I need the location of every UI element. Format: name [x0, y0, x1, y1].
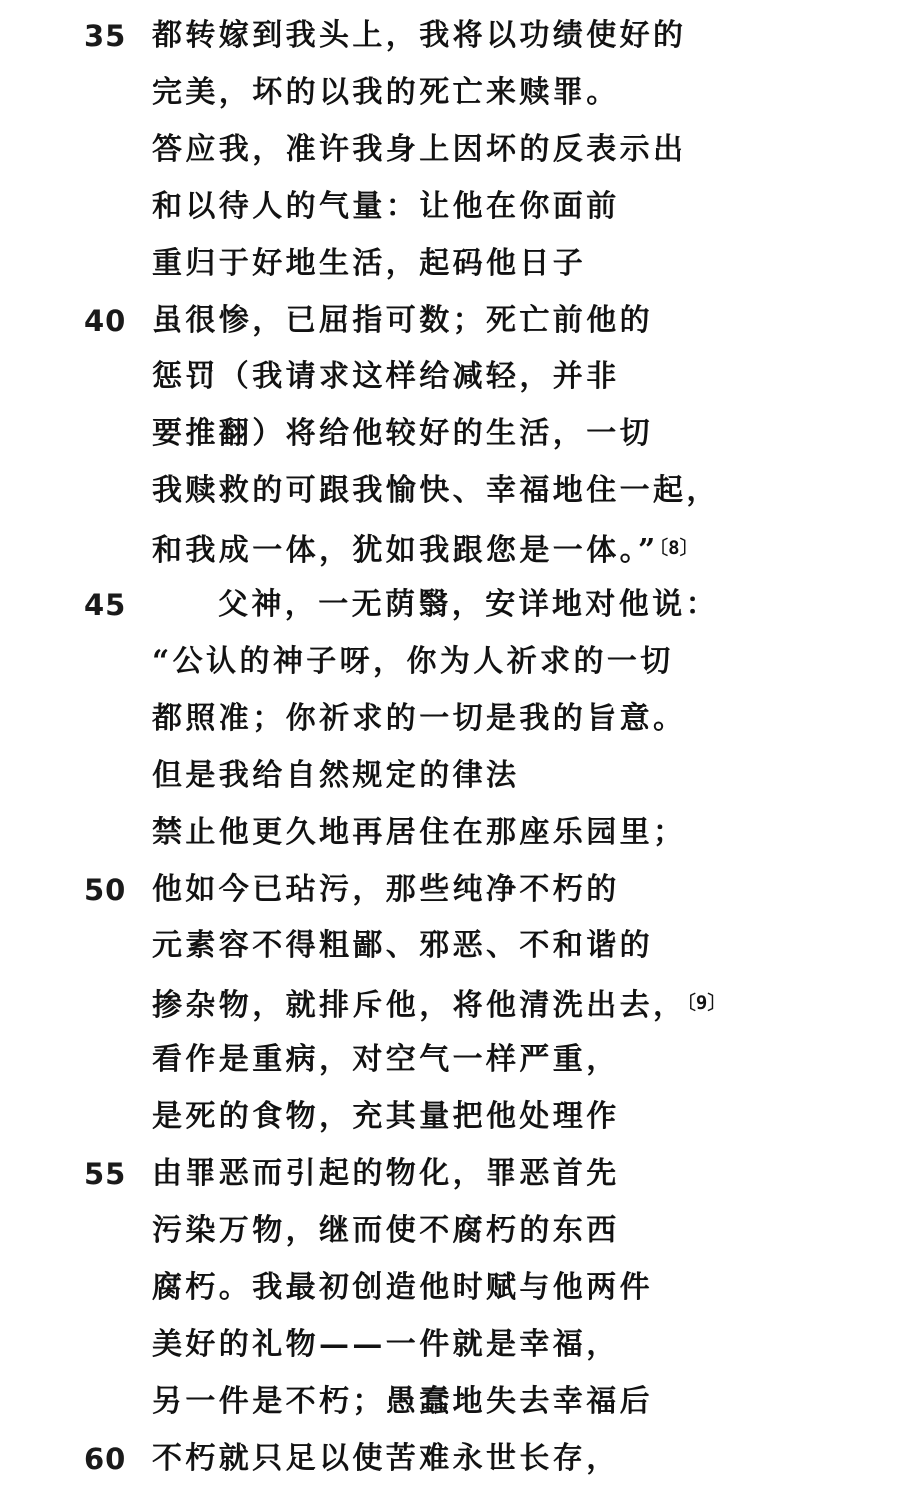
poem-line [0, 1032, 900, 1089]
line-text [152, 643, 674, 681]
line-body: 禁止他更久地再居住在那座乐园里； [152, 814, 687, 850]
line-body: 不朽就只足以使苦难永世长存， [152, 1440, 620, 1476]
line-text [152, 1383, 653, 1421]
line-body: 但是我给自然规定的律法 [152, 757, 520, 793]
poem-line [0, 179, 900, 236]
footnote-marker: 〔9〕 [686, 992, 727, 1015]
line-body: 重归于好地生活，起码他日子 [152, 245, 587, 281]
line-number: 40 [84, 303, 127, 338]
line-body: 答应我，准许我身上因坏的反表示出 [152, 131, 687, 167]
line-text [152, 1041, 620, 1079]
line-body: 要推翻）将给他较好的生活，一切 [152, 416, 653, 452]
poem-line [0, 236, 900, 293]
line-body: 是死的食物，充其量把他处理作 [152, 1099, 620, 1135]
line-text [152, 757, 519, 795]
line-text [152, 358, 620, 396]
line-text [152, 814, 686, 852]
line-body: 虽很惨，已屈指可数；死亡前他的 [152, 302, 653, 338]
poem-line [0, 520, 900, 577]
line-body: 完美，坏的以我的死亡来赎罪。 [152, 74, 620, 110]
line-text [152, 1440, 620, 1478]
line-text [152, 1155, 620, 1193]
line-text [152, 1269, 653, 1307]
line-text [152, 1212, 620, 1250]
line-body: 美好的礼物——一件就是幸福， [152, 1326, 620, 1362]
line-body: 和以待人的气量：让他在你面前 [152, 188, 620, 224]
poem-line [0, 1089, 900, 1146]
poem-line [0, 122, 900, 179]
line-body: 污染万物，继而使不腐朽的东西 [152, 1212, 620, 1248]
poem-line [0, 463, 900, 520]
line-text [152, 529, 699, 570]
poem-line [0, 862, 900, 919]
line-body: 我赎救的可跟我愉快、幸福地住一起， [152, 473, 720, 509]
line-body: 看作是重病，对空气一样严重， [152, 1042, 620, 1078]
poem-line [0, 293, 900, 350]
line-body: 和我成一体，犹如我跟您是一体。” [152, 533, 659, 569]
line-text [152, 927, 653, 965]
poem-line [0, 1374, 900, 1431]
line-text [218, 586, 719, 624]
footnote-marker: 〔8〕 [658, 537, 699, 560]
line-body: 另一件是不朽；愚蠢地失去幸福后 [152, 1383, 653, 1419]
poem-line [0, 691, 900, 748]
line-body: 元素容不得粗鄙、邪恶、不和谐的 [152, 928, 653, 964]
line-number: 45 [84, 588, 127, 622]
poem-line [0, 1317, 900, 1374]
line-text [152, 74, 620, 112]
line-number: 35 [84, 19, 127, 53]
line-body: 父神，一无荫翳，安详地对他说： [218, 587, 719, 622]
line-body: 掺杂物，就排斥他，将他清洗出去， [152, 988, 687, 1024]
line-text [152, 415, 653, 453]
poem-line [0, 918, 900, 975]
line-text [152, 984, 726, 1025]
line-text [152, 245, 586, 283]
line-text [152, 1098, 620, 1136]
line-body: 都照准；你祈求的一切是我的旨意。 [152, 700, 687, 736]
line-body: 他如今已玷污，那些纯净不朽的 [152, 871, 620, 907]
poem-line [0, 406, 900, 463]
poem-line [0, 65, 900, 122]
poem-line [0, 1431, 900, 1488]
line-number: 60 [84, 1441, 127, 1476]
poem-line [0, 975, 900, 1032]
line-text [152, 1326, 620, 1364]
poem-line [0, 1146, 900, 1203]
line-text [152, 871, 620, 909]
line-text [152, 302, 653, 340]
line-body: 惩罚（我请求这样给减轻，并非 [152, 359, 620, 395]
line-text [152, 17, 686, 55]
line-number: 55 [84, 1157, 127, 1191]
line-number: 50 [84, 872, 127, 907]
line-body: “公认的神子呀，你为人祈求的一切 [152, 643, 674, 679]
line-body: 都转嫁到我头上，我将以功绩使好的 [152, 18, 687, 53]
poem-line [0, 1260, 900, 1317]
line-text [152, 700, 686, 738]
poem-line [0, 634, 900, 691]
line-text [152, 131, 686, 169]
line-text [152, 472, 720, 510]
poem-line [0, 805, 900, 862]
line-text [152, 188, 620, 226]
poem-line [0, 577, 900, 634]
poem-line [0, 748, 900, 805]
line-body: 由罪恶而引起的物化，罪恶首先 [152, 1156, 620, 1191]
poem-line [0, 8, 900, 65]
poem-line [0, 1203, 900, 1260]
line-body: 腐朽。我最初创造他时赋与他两件 [152, 1269, 653, 1305]
poem-line [0, 349, 900, 406]
